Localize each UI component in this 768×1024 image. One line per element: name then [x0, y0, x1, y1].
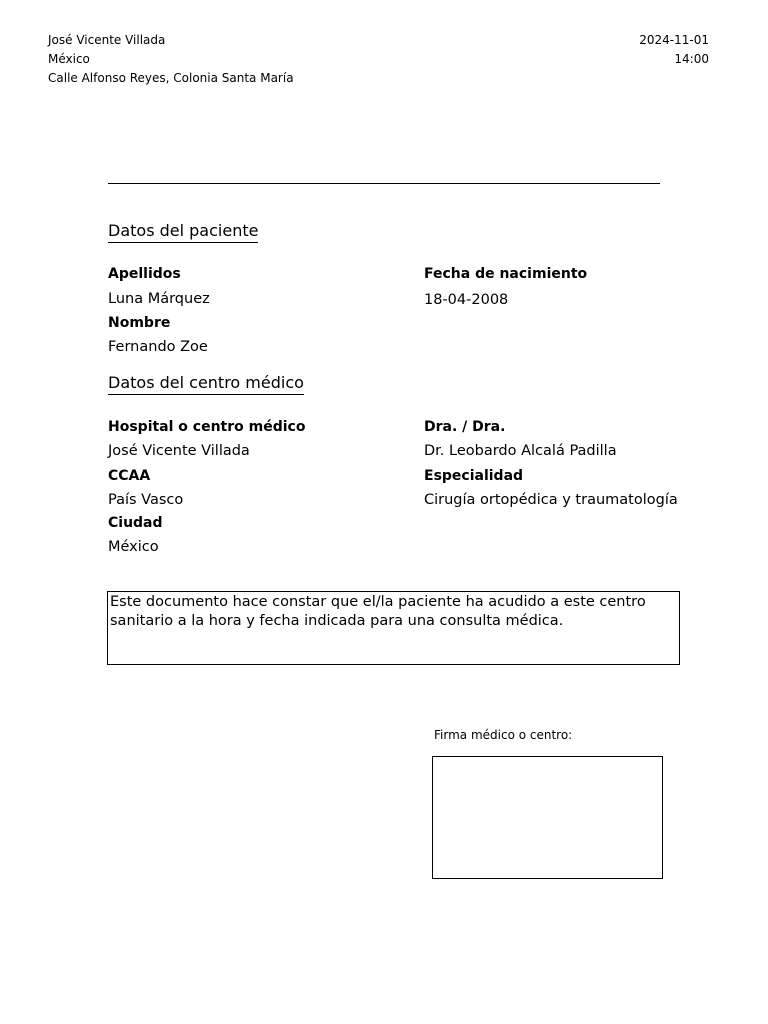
- divider: [108, 183, 660, 184]
- hospital-value: José Vicente Villada: [108, 443, 250, 459]
- header-date: 2024-11-01: [639, 33, 709, 47]
- header-center-name: José Vicente Villada: [48, 33, 166, 47]
- city-value: México: [108, 539, 159, 555]
- header-center-info: [48, 31, 294, 88]
- surname-value: Luna Márquez: [108, 291, 210, 307]
- doctor-value: Dr. Leobardo Alcalá Padilla: [424, 443, 617, 459]
- name-label: Nombre: [108, 315, 171, 331]
- dob-label: Fecha de nacimiento: [424, 266, 588, 282]
- region-value: País Vasco: [108, 492, 184, 508]
- specialty-label: Especialidad: [424, 468, 524, 484]
- specialty-value: Cirugía ortopédica y traumatología: [424, 492, 678, 508]
- statement-box: [107, 591, 680, 665]
- dob-value: 18-04-2008: [424, 292, 509, 308]
- surname-label: Apellidos: [108, 266, 181, 282]
- name-value: Fernando Zoe: [108, 339, 208, 355]
- header-datetime: [639, 31, 709, 69]
- header-time: 14:00: [674, 52, 709, 66]
- statement-text: Este documento hace constar que el/la paciente ha acudido a este centro sanitario a la hora y fecha indicada para una consulta médica.: [110, 594, 646, 629]
- header-address: Calle Alfonso Reyes, Colonia Santa María: [48, 71, 294, 85]
- hospital-label: Hospital o centro médico: [108, 419, 306, 435]
- patient-section-title: Datos del paciente: [108, 221, 258, 243]
- doctor-label: Dra. / Dra.: [424, 419, 506, 435]
- signature-label: Firma médico o centro:: [434, 728, 573, 742]
- header-city: México: [48, 52, 90, 66]
- center-section-title: Datos del centro médico: [108, 373, 304, 395]
- region-label: CCAA: [108, 468, 151, 484]
- signature-box[interactable]: [432, 756, 663, 879]
- city-label: Ciudad: [108, 515, 163, 531]
